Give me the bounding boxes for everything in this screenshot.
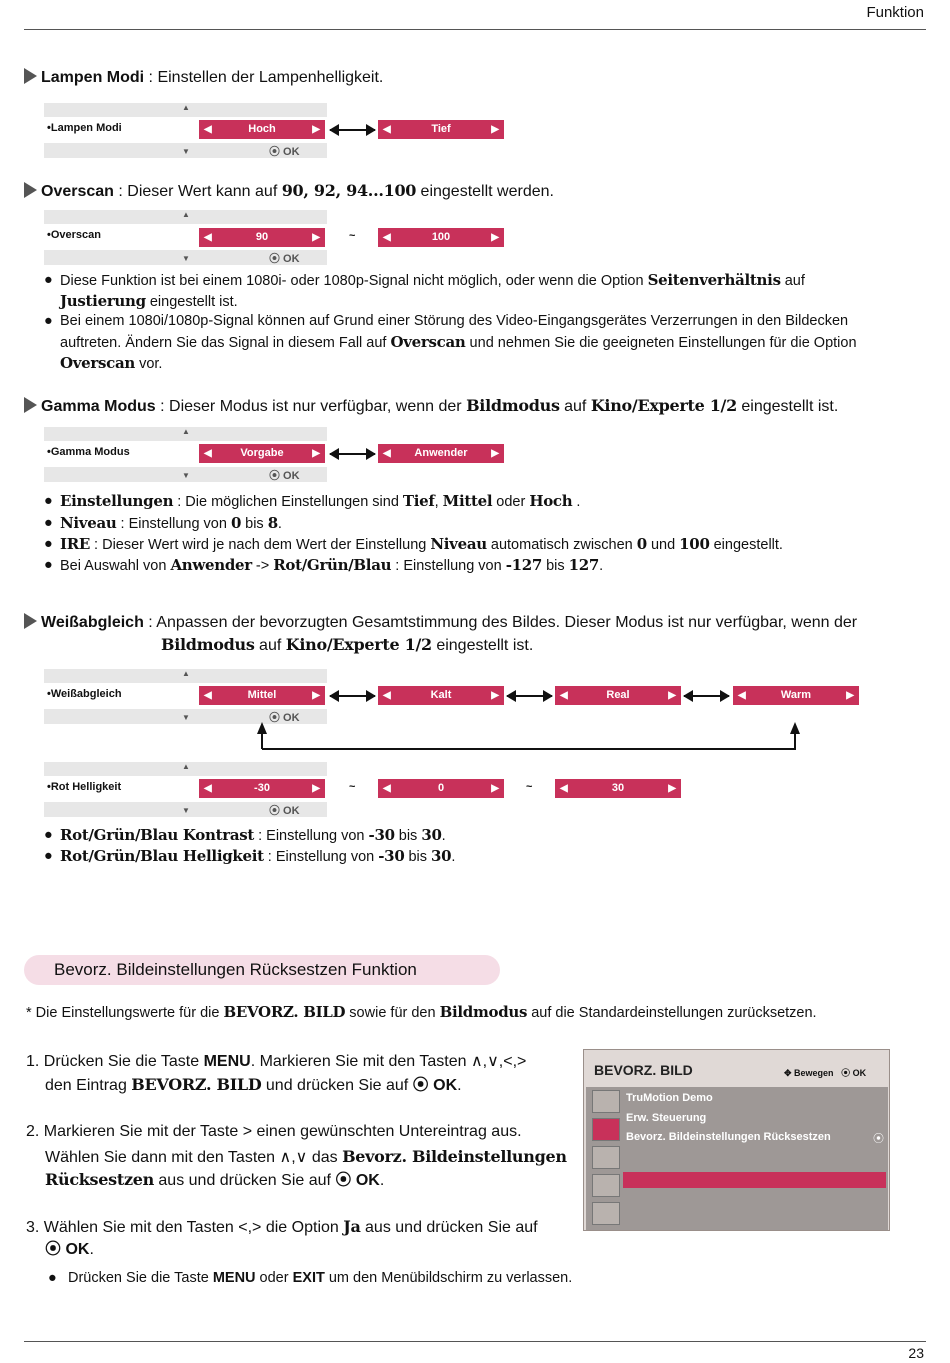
option-max[interactable]: ◀ 30 ▶: [555, 779, 681, 798]
triangle-icon: [24, 397, 37, 413]
double-arrow-icon: [507, 695, 552, 697]
tools-icon[interactable]: [592, 1174, 620, 1197]
step-2: 2. Markieren Sie mit der Taste > einen gewünschten Untereintrag aus.: [26, 1123, 522, 1140]
picture-icon[interactable]: [592, 1090, 620, 1113]
double-arrow-icon: [684, 695, 729, 697]
arrow-up-icon: ▲: [182, 762, 190, 771]
ok-label: ⦿ OK: [269, 470, 300, 482]
double-arrow-icon: [330, 129, 375, 131]
double-arrow-icon: [330, 695, 375, 697]
arrow-up-icon: ▲: [182, 669, 190, 678]
arrow-up-icon: ▲: [182, 427, 190, 436]
menu-item-trumotion[interactable]: TruMotion Demo: [626, 1092, 713, 1104]
option-min[interactable]: ◀ 90 ▶: [199, 228, 325, 247]
section-title: Lampen Modi: [41, 69, 145, 86]
double-arrow-icon: [330, 453, 375, 455]
ok-icon: ⦿: [841, 1068, 853, 1078]
arrow-down-icon: ▼: [182, 713, 190, 722]
section-lampen: [24, 67, 383, 89]
loop-arrow-icon: [250, 720, 810, 760]
option-tief[interactable]: ◀ Tief ▶: [378, 120, 504, 139]
screen-icon[interactable]: [592, 1146, 620, 1169]
header-rule: [24, 29, 926, 30]
step-2-line2: Wählen Sie dann mit den Tasten ∧,∨ das Bevorz. Bildeinstellungen: [45, 1147, 567, 1166]
osd-label: •Overscan: [47, 229, 101, 241]
info-icon[interactable]: [592, 1202, 620, 1225]
arrow-down-icon: ▼: [182, 471, 190, 480]
ok-label: ⦿ OK: [269, 146, 300, 158]
select-icon: ⦿: [873, 1133, 884, 1145]
triangle-icon: [24, 68, 37, 84]
osd-label: •Weißabgleich: [47, 688, 122, 700]
menu-selection-highlight: [623, 1172, 886, 1188]
arrow-up-icon: ▲: [182, 103, 190, 112]
ok-label: ⦿ OK: [269, 712, 300, 724]
tilde: ~: [526, 781, 533, 793]
arrow-down-icon: ▼: [182, 806, 190, 815]
menu-screenshot: [583, 1049, 890, 1231]
option-min[interactable]: ◀ -30 ▶: [199, 779, 325, 798]
reset-note: * Die Einstellungswerte für die BEVORZ. BILD sowie für den Bildmodus auf die Standardeinstellungen zurücksetzen.: [26, 1003, 817, 1021]
option-hoch[interactable]: ◀ Hoch ▶: [199, 120, 325, 139]
option-vorgabe[interactable]: ◀ Vorgabe ▶: [199, 444, 325, 463]
ok-label: ⦿ OK: [269, 805, 300, 817]
section-weiss: Weißabgleich : Anpassen der bevorzugten Gesamtstimmung des Bildes. Dieser Modus ist nur verfügbar, wenn der: [24, 612, 857, 634]
option-mid[interactable]: ◀ 0 ▶: [378, 779, 504, 798]
section-desc: : Einstellen der Lampenhelligkeit.: [144, 69, 384, 86]
step-3-line2: ⦿ OK.: [45, 1241, 94, 1258]
menu-title: BEVORZ. BILD: [594, 1062, 693, 1078]
triangle-icon: [24, 613, 37, 629]
option-real[interactable]: ◀ Real ▶: [555, 686, 681, 705]
triangle-icon: [24, 182, 37, 198]
option-mittel[interactable]: ◀ Mittel ▶: [199, 686, 325, 705]
menu-body: [586, 1087, 888, 1230]
arrow-down-icon: ▼: [182, 254, 190, 263]
menu-item-reset[interactable]: Bevorz. Bildeinstellungen Rücksestzen: [626, 1131, 831, 1143]
step-2-line3: Rücksestzen aus und drücken Sie auf ⦿ OK.: [45, 1170, 385, 1189]
menu-nav-hint: ✥ Bewegen ⦿ OK: [784, 1068, 867, 1078]
section-weiss-line2: Bildmodus auf Kino/Experte 1/2 eingestellt ist.: [161, 635, 534, 654]
section-overscan: Overscan : Dieser Wert kann auf 90, 92, 94...100 eingestellt werden.: [24, 180, 554, 203]
ok-label: ⦿ OK: [269, 253, 300, 265]
picture-settings-icon[interactable]: [592, 1118, 620, 1141]
menu-item-erw-steuerung[interactable]: Erw. Steuerung: [626, 1112, 707, 1124]
osd-label: •Gamma Modus: [47, 446, 130, 458]
step-1: 1. Drücken Sie die Taste MENU. Markieren Sie mit den Tasten ∧,∨,<,>: [26, 1053, 527, 1070]
arrow-down-icon: ▼: [182, 147, 190, 156]
page-number: 23: [908, 1345, 924, 1361]
tilde: ~: [349, 781, 356, 793]
option-kalt[interactable]: ◀ Kalt ▶: [378, 686, 504, 705]
step-1-line2: den Eintrag BEVORZ. BILD und drücken Sie auf ⦿ OK.: [45, 1075, 462, 1094]
move-icon: ✥: [784, 1068, 795, 1078]
osd-label: •Rot Helligkeit: [47, 781, 122, 793]
tilde: ~: [349, 230, 356, 242]
option-anwender[interactable]: ◀ Anwender ▶: [378, 444, 504, 463]
reset-section-title: Bevorz. Bildeinstellungen Rücksestzen Funktion: [24, 955, 500, 985]
section-gamma: Gamma Modus : Dieser Modus ist nur verfügbar, wenn der Bildmodus auf Kino/Experte 1/2 eingestellt ist.: [24, 395, 838, 418]
osd-label: •Lampen Modi: [47, 122, 122, 134]
arrow-up-icon: ▲: [182, 210, 190, 219]
header-title: Funktion: [866, 4, 924, 21]
footer-rule: [24, 1341, 926, 1342]
option-warm[interactable]: ◀ Warm ▶: [733, 686, 859, 705]
option-max[interactable]: ◀ 100 ▶: [378, 228, 504, 247]
step-3: 3. Wählen Sie mit den Tasten <,> die Option Ja aus und drücken Sie auf: [26, 1217, 538, 1236]
